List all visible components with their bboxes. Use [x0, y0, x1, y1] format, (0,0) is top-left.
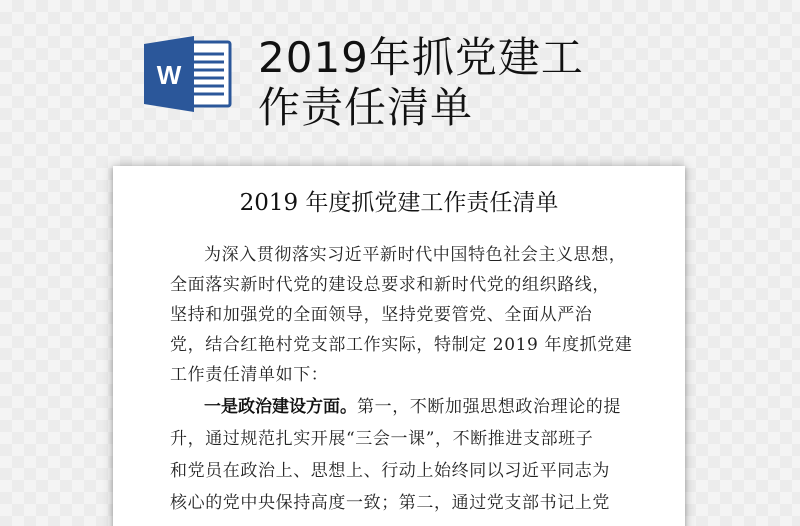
word-icon-letter: W	[156, 60, 182, 90]
section-1-heading: 一是政治建设方面。	[204, 397, 357, 417]
intro-line: 全面落实新时代党的建设总要求和新时代党的组织路线，	[170, 275, 610, 295]
intro-line: 工作责任清单如下：	[170, 365, 329, 385]
section-1-line: 升，通过规范扎实开展“三会一课”，不断推进支部班子	[170, 429, 594, 449]
header	[0, 0, 800, 160]
intro-line: 为深入贯彻落实习近平新时代中国特色社会主义思想，	[204, 245, 627, 265]
page-title-line-1: 2019年抓党建工	[258, 33, 584, 82]
page-title-line-2: 作责任清单	[258, 83, 474, 132]
intro-line: 坚持和加强党的全面领导，坚持党要管党、全面从严治	[170, 305, 593, 325]
document-title: 2019 年度抓党建工作责任清单	[239, 190, 559, 216]
section-1-line	[170, 392, 640, 422]
section-1-line: 核心的党中央保持高度一致；第二，通过党支部书记上党	[170, 493, 610, 513]
intro-line: 党，结合红艳村党支部工作实际，特制定 2019 年度抓党建	[170, 335, 633, 355]
section-1-line: 和党员在政治上、思想上、行动上始终同以习近平同志为	[170, 461, 610, 481]
document-page	[113, 166, 685, 526]
word-document-icon	[142, 34, 234, 114]
section-1-text: 第一，不断加强思想政治理论的提	[357, 397, 621, 417]
